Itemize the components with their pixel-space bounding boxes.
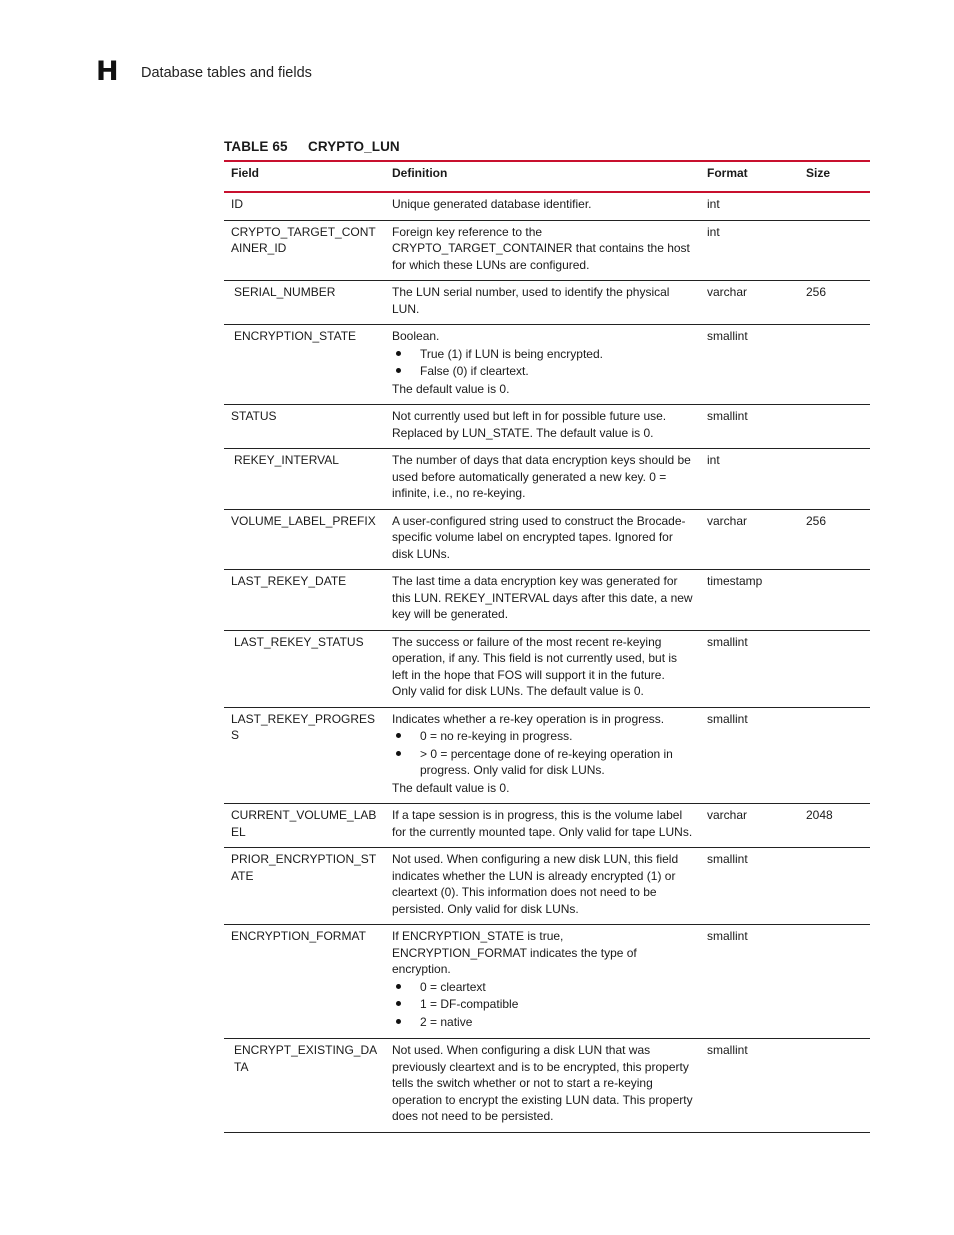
definition-bullet: 0 = no re-keying in progress. <box>392 728 693 745</box>
format-cell: smallint <box>707 929 748 943</box>
format-cell: smallint <box>707 852 748 866</box>
definition-note: The default value is 0. <box>392 381 510 396</box>
format-cell: int <box>707 197 720 211</box>
definition-text: Not used. When configuring a disk LUN that was previously cleartext and is to be encrypted, this property tells the switch whether or not to start a re-keying operation to encrypt the existing LUN data. This property does not need to be persisted. <box>392 1043 693 1123</box>
format-cell: smallint <box>707 634 748 649</box>
definition-text: Only valid for disk LUNs. The default value is 0. <box>392 684 644 698</box>
format-cell: varchar <box>707 808 748 822</box>
field-name-cell: STATUS <box>231 409 277 423</box>
table-row <box>224 509 870 570</box>
definition-text: Unique generated database identifier. <box>392 197 592 211</box>
column-header-format: Format <box>707 166 748 180</box>
field-name-cell: SERIAL_NUMBER <box>234 285 336 299</box>
definition-cell <box>385 220 700 281</box>
definition-bullet-list <box>392 979 693 1031</box>
size-cell <box>799 925 870 1039</box>
table-row <box>224 325 870 405</box>
definition-cell <box>385 804 700 848</box>
size-cell <box>799 630 870 707</box>
table-row <box>224 925 870 1039</box>
table-name: CRYPTO_LUN <box>308 139 400 154</box>
definition-bullet: > 0 = percentage done of re-keying operation in progress. Only valid for disk LUNs. <box>392 746 693 779</box>
format-cell: smallint <box>707 329 748 343</box>
size-cell: 256 <box>806 513 827 528</box>
size-cell <box>799 1039 870 1133</box>
table-row <box>224 449 870 510</box>
crypto-lun-table <box>224 160 870 1133</box>
definition-text: The LUN serial number, used to identify the physical LUN. <box>392 285 670 316</box>
definition-cell <box>385 1039 700 1133</box>
table-row <box>224 405 870 449</box>
field-name-cell: REKEY_INTERVAL <box>234 453 339 467</box>
table-row <box>224 707 870 804</box>
definition-cell <box>385 405 700 449</box>
size-cell <box>799 707 870 804</box>
table-header-row <box>224 161 870 192</box>
definition-text: If a tape session is in progress, this is the volume label for the currently mounted tape. Only valid for tape LUNs. <box>392 808 693 839</box>
definition-cell <box>385 925 700 1039</box>
definition-cell <box>385 192 700 220</box>
column-header-field: Field <box>231 166 260 180</box>
table-row <box>224 220 870 281</box>
size-cell <box>799 449 870 510</box>
format-cell: varchar <box>707 285 748 299</box>
definition-bullet: False (0) if cleartext. <box>392 363 693 380</box>
table-row <box>224 570 870 631</box>
field-name-cell: ENCRYPTION_FORMAT <box>231 929 366 943</box>
field-name-cell: CRYPTO_TARGET_CONTAINER_ID <box>231 224 376 255</box>
table-row <box>224 630 870 707</box>
size-cell <box>799 570 870 631</box>
definition-text: The number of days that data encryption keys should be used before automatically generated a new key. 0 = infinite, i.e., no re-keying. <box>392 453 691 500</box>
definition-text: If ENCRYPTION_STATE is true, ENCRYPTION_FORMAT indicates the type of encryption. <box>392 929 637 976</box>
definition-cell <box>385 707 700 804</box>
size-cell <box>799 192 870 220</box>
table-row <box>224 192 870 220</box>
field-name-cell: VOLUME_LABEL_PREFIX <box>231 513 376 528</box>
definition-cell <box>385 449 700 510</box>
definition-cell <box>385 509 700 570</box>
table-row <box>224 1039 870 1133</box>
definition-cell <box>385 325 700 405</box>
definition-text: A user-configured string used to construct the Brocade-specific volume label on encrypted tapes. Ignored for disk LUNs. <box>392 513 686 561</box>
definition-bullet-list <box>392 728 693 779</box>
definition-bullet: 0 = cleartext <box>392 979 693 996</box>
chapter-letter: H <box>96 56 119 87</box>
definition-text: Not used. When configuring a new disk LUN, this field indicates whether the LUN is already encrypted (1) or cleartext (0). This information does not need to be persisted. Only valid for disk LUNs. <box>392 852 679 916</box>
format-cell: int <box>707 453 720 467</box>
definition-text: Foreign key reference to the CRYPTO_TARGET_CONTAINER that contains the host for which these LUNs are configured. <box>392 224 690 272</box>
format-cell: timestamp <box>707 574 763 588</box>
column-header-definition: Definition <box>392 166 448 180</box>
table-row <box>224 281 870 325</box>
table-row <box>224 848 870 925</box>
definition-bullet: True (1) if LUN is being encrypted. <box>392 346 693 363</box>
definition-bullet: 1 = DF-compatible <box>392 996 693 1013</box>
table-caption <box>224 139 400 154</box>
field-name-cell: ENCRYPTION_STATE <box>234 329 357 343</box>
definition-note: The default value is 0. <box>392 780 510 795</box>
column-header-size: Size <box>806 166 831 180</box>
format-cell: smallint <box>707 1043 748 1057</box>
definition-bullet-list <box>392 346 693 380</box>
size-cell <box>799 220 870 281</box>
size-cell: 2048 <box>806 808 833 822</box>
definition-text: The success or failure of the most recent re-keying operation, if any. This field is not currently used, but is left in the hope that FOS will support it in the future. <box>392 634 678 682</box>
table-number: TABLE 65 <box>224 139 288 154</box>
definition-text: Not currently used but left in for possible future use. Replaced by LUN_STATE. The default value is 0. <box>392 409 667 440</box>
definition-text: Boolean. <box>392 329 440 343</box>
field-name-cell: ENCRYPT_EXISTING_DATA <box>234 1043 378 1074</box>
table-row <box>224 804 870 848</box>
field-name-cell: LAST_REKEY_DATE <box>231 574 347 588</box>
format-cell: varchar <box>707 513 748 528</box>
definition-cell <box>385 630 700 707</box>
definition-bullet: 2 = native <box>392 1014 693 1031</box>
definition-cell <box>385 281 700 325</box>
format-cell: smallint <box>707 409 748 423</box>
definition-text: Indicates whether a re-key operation is in progress. <box>392 711 665 726</box>
format-cell: int <box>707 224 720 239</box>
format-cell: smallint <box>707 711 748 726</box>
definition-cell <box>385 848 700 925</box>
chapter-title: Database tables and fields <box>141 65 312 81</box>
size-cell <box>799 325 870 405</box>
field-name-cell: PRIOR_ENCRYPTION_STATE <box>231 852 377 883</box>
field-name-cell: ID <box>231 197 243 211</box>
field-name-cell: LAST_REKEY_PROGRESS <box>231 711 376 742</box>
size-cell <box>799 405 870 449</box>
field-name-cell: CURRENT_VOLUME_LABEL <box>231 808 377 839</box>
size-cell: 256 <box>806 285 827 299</box>
table-body <box>224 192 870 1132</box>
size-cell <box>799 848 870 925</box>
field-name-cell: LAST_REKEY_STATUS <box>234 634 364 649</box>
definition-cell <box>385 570 700 631</box>
definition-text: The last time a data encryption key was generated for this LUN. REKEY_INTERVAL days after this date, a new key will be generated. <box>392 574 693 621</box>
